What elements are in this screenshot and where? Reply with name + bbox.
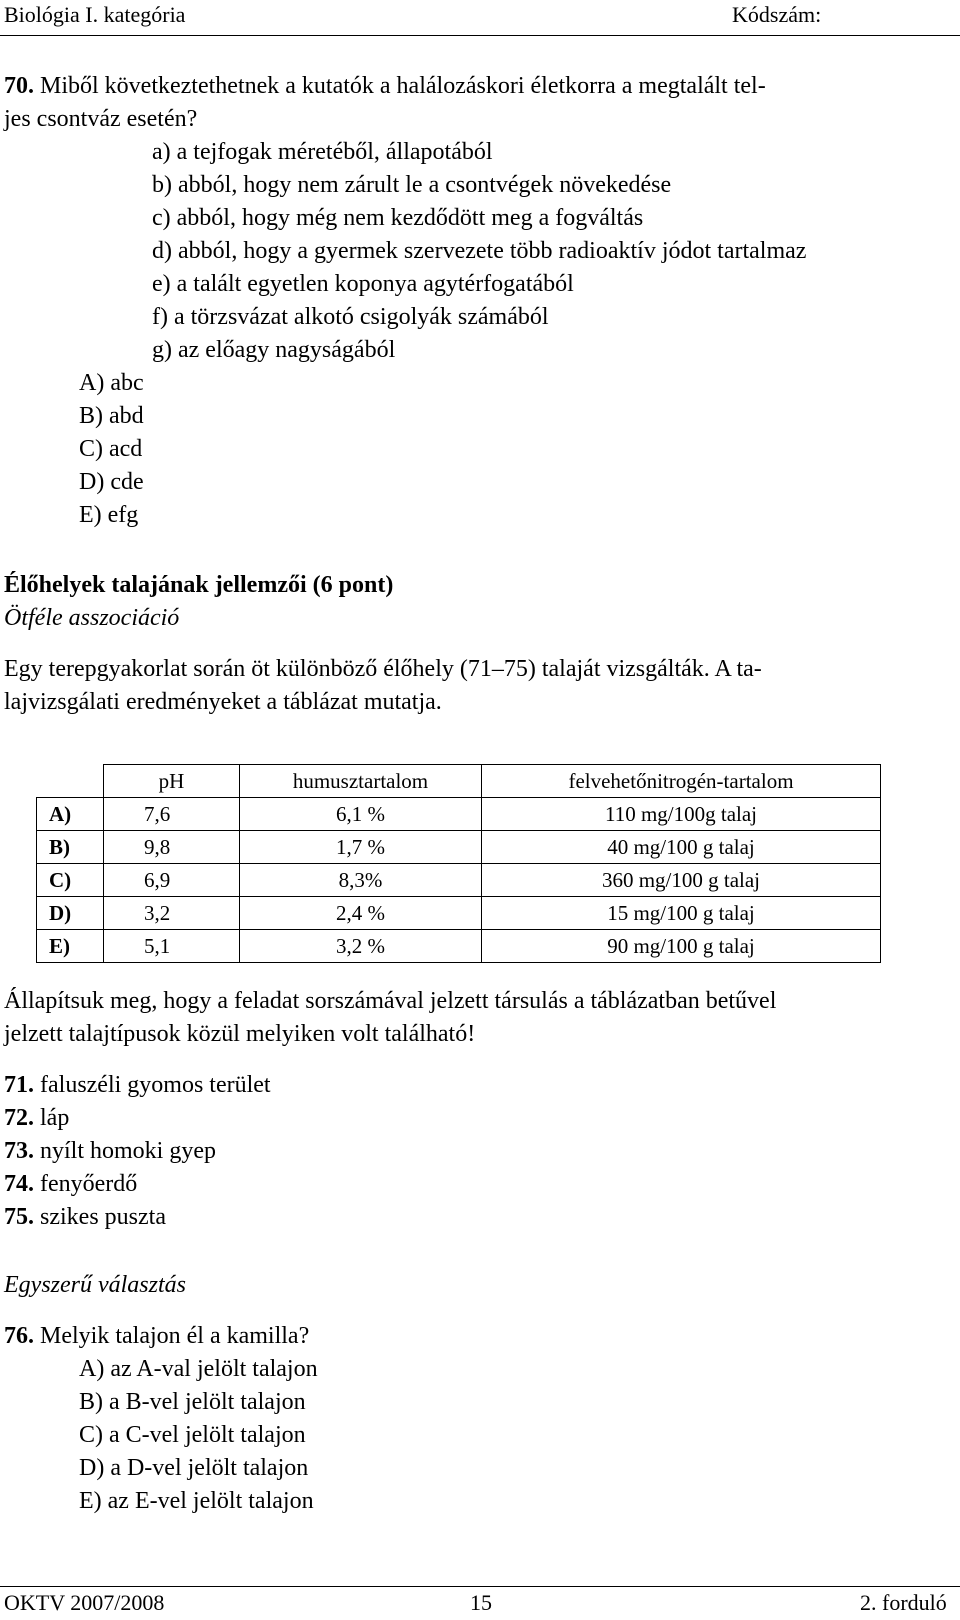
item-text: nyílt homoki gyep — [40, 1138, 216, 1164]
task-line1: Állapítsuk meg, hogy a feladat sorszámával jelzett társulás a táblázatban betűvel — [4, 988, 777, 1014]
item-number: 71. — [4, 1072, 34, 1098]
table-corner-cell — [37, 765, 104, 798]
list-item — [4, 1070, 271, 1100]
q70-answer-e: E) efg — [79, 502, 139, 528]
row-label: B) — [37, 831, 104, 864]
cell-ph: 6,9 — [104, 864, 240, 897]
cell-humus: 3,2 % — [240, 930, 482, 963]
header-code-label: Kódszám: — [732, 2, 822, 27]
header-nitrogen: felvehetőnitrogén-tartalom — [482, 765, 881, 798]
table-header-row — [37, 765, 881, 798]
header-ph: pH — [104, 765, 240, 798]
cell-humus: 8,3% — [240, 864, 482, 897]
q76-text: Melyik talajon él a kamilla? — [40, 1323, 310, 1349]
q70-option-f: f) a törzsvázat alkotó csigolyák számából — [152, 304, 549, 330]
table-row — [37, 831, 881, 864]
q70-option-e: e) a talált egyetlen koponya agytérfogatából — [152, 271, 574, 297]
table-row — [37, 897, 881, 930]
cell-nitrogen: 15 mg/100 g talaj — [482, 897, 881, 930]
q70-answer-b: B) abd — [79, 403, 144, 429]
q70-text-line2: jes csontváz esetén? — [4, 106, 198, 132]
task-line2: jelzett talajtípusok közül melyiken volt található! — [4, 1021, 476, 1047]
q70-answer-c: C) acd — [79, 436, 143, 462]
q76-question — [4, 1321, 309, 1351]
cell-ph: 3,2 — [104, 897, 240, 930]
item-text: szikes puszta — [40, 1204, 166, 1230]
q76-option-b: B) a B-vel jelölt talajon — [79, 1389, 306, 1415]
row-label: A) — [37, 798, 104, 831]
cell-humus: 6,1 % — [240, 798, 482, 831]
q70-option-d: d) abból, hogy a gyermek szervezete több radioaktív jódot tartalmaz — [152, 238, 807, 264]
q76-option-c: C) a C-vel jelölt talajon — [79, 1422, 306, 1448]
page-number: 15 — [470, 1590, 492, 1615]
q70-option-c: c) abból, hogy még nem kezdődött meg a fogváltás — [152, 205, 644, 231]
header-humus: humusztartalom — [240, 765, 482, 798]
q76-number: 76. — [4, 1323, 34, 1349]
q76-option-e: E) az E-vel jelölt talajon — [79, 1488, 314, 1514]
cell-ph: 9,8 — [104, 831, 240, 864]
header-rule — [0, 35, 960, 36]
simple-choice-label: Egyszerű választás — [4, 1272, 186, 1298]
row-label: D) — [37, 897, 104, 930]
footer-round: 2. forduló — [860, 1590, 947, 1615]
q70-option-g: g) az előagy nagyságából — [152, 337, 396, 363]
cell-nitrogen: 40 mg/100 g talaj — [482, 831, 881, 864]
cell-ph: 7,6 — [104, 798, 240, 831]
item-number: 72. — [4, 1105, 34, 1131]
q70-answer-a: A) abc — [79, 370, 144, 396]
cell-nitrogen: 90 mg/100 g talaj — [482, 930, 881, 963]
q76-option-d: D) a D-vel jelölt talajon — [79, 1455, 309, 1481]
list-item — [4, 1136, 216, 1166]
cell-humus: 2,4 % — [240, 897, 482, 930]
cell-nitrogen: 110 mg/100g talaj — [482, 798, 881, 831]
section-title: Élőhelyek talajának jellemzői (6 pont) — [4, 572, 394, 598]
footer-exam: OKTV 2007/2008 — [4, 1590, 165, 1615]
q76-option-a: A) az A-val jelölt talajon — [79, 1356, 318, 1382]
item-number: 73. — [4, 1138, 34, 1164]
cell-nitrogen: 360 mg/100 g talaj — [482, 864, 881, 897]
list-item — [4, 1169, 137, 1199]
list-item — [4, 1103, 69, 1133]
table-row — [37, 864, 881, 897]
item-text: faluszéli gyomos terület — [40, 1072, 271, 1098]
footer-rule — [0, 1586, 960, 1587]
q70-number: 70. — [4, 73, 34, 99]
row-label: C) — [37, 864, 104, 897]
q70-option-b: b) abból, hogy nem zárult le a csontvégek növekedése — [152, 172, 672, 198]
list-item — [4, 1202, 166, 1232]
cell-ph: 5,1 — [104, 930, 240, 963]
header-category: Biológia I. kategória — [4, 2, 186, 27]
q70-option-a: a) a tejfogak méretéből, állapotából — [152, 139, 493, 165]
section-subtitle: Ötféle asszociáció — [4, 605, 180, 631]
section-intro-line2: lajvizsgálati eredményeket a táblázat mutatja. — [4, 689, 442, 715]
item-text: láp — [40, 1105, 70, 1131]
table-row — [37, 798, 881, 831]
section-intro-line1: Egy terepgyakorlat során öt különböző élőhely (71–75) talaját vizsgálták. A ta- — [4, 656, 762, 682]
table-row — [37, 930, 881, 963]
soil-table — [36, 764, 881, 963]
q70-text-line1: Miből következtethetnek a kutatók a halálozáskori életkorra a megtalált tel- — [40, 73, 766, 99]
cell-humus: 1,7 % — [240, 831, 482, 864]
q70-answer-d: D) cde — [79, 469, 144, 495]
row-label: E) — [37, 930, 104, 963]
item-number: 74. — [4, 1171, 34, 1197]
q70-question — [4, 71, 766, 101]
item-text: fenyőerdő — [40, 1171, 138, 1197]
item-number: 75. — [4, 1204, 34, 1230]
